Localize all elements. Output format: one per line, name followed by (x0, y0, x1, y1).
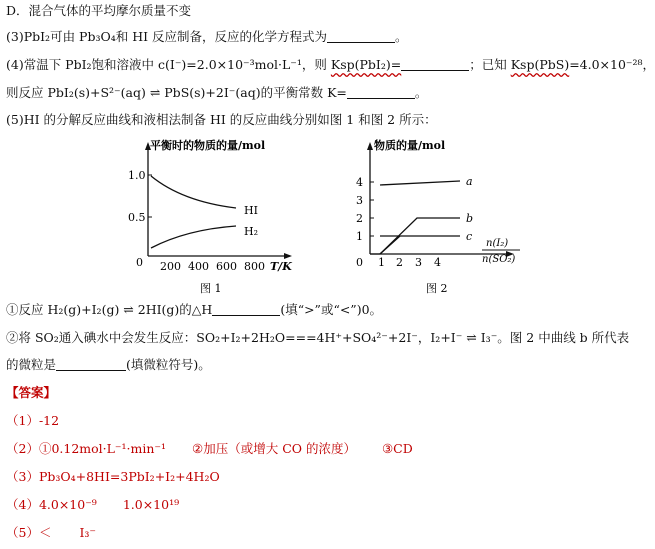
fig2-curve-a (380, 181, 460, 185)
fig1-curve-hi (151, 176, 236, 208)
fig1-xtick-400: 400 (188, 260, 209, 273)
answer-2 (6, 440, 413, 458)
q4-text-b: ；已知 (469, 57, 511, 72)
answer-4-2: 1.0×10¹⁹ (122, 497, 180, 512)
answer-5-2: I₃⁻ (79, 525, 96, 540)
q5-2b-end: (填微粒符号)。 (126, 357, 211, 372)
q4-line2-text: 则反应 PbI₂(s)+S²⁻(aq) ⇌ PbS(s)+2I⁻(aq)的平衡常数 K= (6, 85, 347, 100)
fig2-x-label-den: n(SO₂) (482, 254, 516, 265)
fig2-label-b: b (466, 212, 474, 225)
fig2-ytick-4: 4 (356, 176, 363, 189)
fig1-ytick-1: 1.0 (128, 169, 146, 182)
q5-2b-text: 的微粒是 (6, 357, 57, 372)
fig1-xtick-200: 200 (160, 260, 181, 273)
answer-2-2: ②加压（或增大 CO 的浓度） (192, 441, 356, 456)
fig2-xtick-2: 2 (396, 256, 403, 269)
q4-k-blank[interactable] (347, 85, 415, 99)
figure-2 (340, 136, 540, 296)
answer-5 (6, 524, 96, 542)
answer-4-1: （4）4.0×10⁻⁹ (6, 497, 97, 512)
fig2-xtick-3: 3 (415, 256, 422, 269)
figure-1 (118, 136, 308, 296)
q3-end: 。 (395, 29, 408, 44)
q5-2-blank[interactable] (56, 357, 126, 371)
fig2-xtick-1: 1 (378, 256, 385, 269)
answer-1: （1）-12 (6, 413, 60, 428)
fig1-curve-h2 (151, 226, 236, 248)
fig1-x-label: T/K (270, 260, 292, 273)
fig2-label-c: c (466, 230, 473, 243)
question-5-1 (6, 301, 382, 319)
answer-2-3: ③CD (381, 441, 413, 456)
fig2-ytick-1: 1 (356, 230, 363, 243)
question-5-2: ②将 SO₂通入碘水中会发生反应：SO₂+I₂+2H₂O===4H⁺+SO₄²⁻+2I⁻，I₂+I⁻ ⇌ I₃⁻。图 2 中曲线 b 所代表 (6, 330, 630, 345)
fig1-ytick-05: 0.5 (128, 211, 146, 224)
q4-ksp-pbi2: Ksp(PbI₂)= (330, 57, 402, 72)
q3-answer-blank[interactable] (327, 29, 395, 43)
answer-heading: 【答案】 (6, 385, 57, 400)
option-d: D．混合气体的平均摩尔质量不变 (6, 3, 192, 18)
fig1-ytick-0: 0 (136, 256, 143, 269)
answer-4 (6, 496, 179, 514)
question-4-line1 (6, 56, 655, 74)
q4-ksp-blank[interactable] (401, 57, 469, 71)
fig2-xtick-4: 4 (434, 256, 441, 269)
q4-text-a: (4)常温下 PbI₂饱和溶液中 c(I⁻)=2.0×10⁻³mol·L⁻¹，则 (6, 57, 331, 72)
question-3 (6, 28, 408, 46)
question-5-intro: (5)HI 的分解反应曲线和液相法制备 HI 的反应曲线分别如图 1 和图 2 所示： (6, 112, 437, 127)
fig2-ytick-2: 2 (356, 212, 363, 225)
fig1-label-hi: HI (244, 204, 258, 217)
answer-5-1: （5）＜ (6, 525, 52, 540)
fig2-ytick-3: 3 (356, 194, 363, 207)
q5-1-end: (填“>”或“<”)0。 (280, 302, 383, 317)
fig2-caption: 图 2 (426, 282, 448, 295)
fig2-x-label-num: n(I₂) (486, 238, 509, 249)
q4-ksp-pbs: Ksp(PbS) (510, 57, 570, 72)
q3-text: (3)PbI₂可由 Pb₃O₄和 HI 反应制备，反应的化学方程式为 (6, 29, 328, 44)
fig1-xtick-600: 600 (216, 260, 237, 273)
question-4-line2 (6, 84, 427, 102)
q4-text-c: =4.0×10⁻²⁸， (569, 57, 655, 72)
fig1-x-arrow (284, 253, 292, 259)
answer-2-1: （2）①0.12mol·L⁻¹·min⁻¹ (6, 441, 167, 456)
fig1-xtick-800: 800 (244, 260, 265, 273)
question-5-2b (6, 356, 211, 374)
fig2-y-label: 物质的量/mol (374, 139, 446, 152)
q5-1-blank[interactable] (212, 302, 280, 316)
answer-3: （3）Pb₃O₄+8HI=3PbI₂+I₂+4H₂O (6, 469, 220, 484)
fig1-y-label: 平衡时的物质的量/mol (150, 139, 266, 152)
q4-end: 。 (414, 85, 428, 100)
q5-1-text: ①反应 H₂(g)+I₂(g) ⇌ 2HI(g)的△H (6, 302, 213, 317)
fig1-label-h2: H₂ (244, 225, 259, 238)
fig2-label-a: a (466, 175, 473, 188)
fig2-y-arrow (367, 142, 373, 150)
fig1-caption: 图 1 (200, 282, 222, 295)
fig2-xtick-0: 0 (356, 256, 363, 269)
